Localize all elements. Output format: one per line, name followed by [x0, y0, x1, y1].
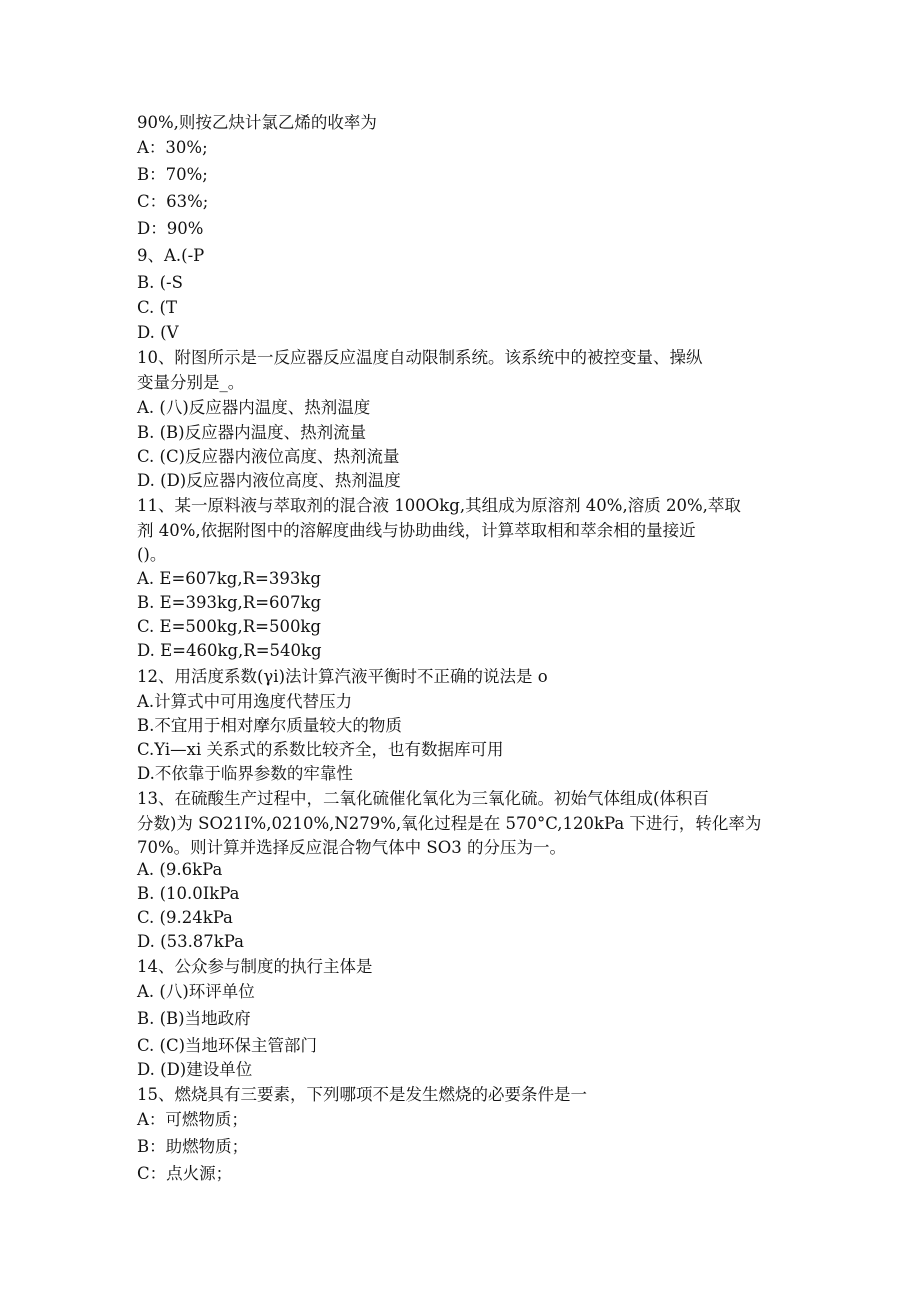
option-line: B. (B)反应器内温度、热剂流量 [137, 423, 367, 442]
option-line: D. (D)反应器内液位高度、热剂温度 [137, 471, 401, 490]
option-line: D：90% [137, 219, 204, 238]
question-14: 14、公众参与制度的执行主体是 [137, 957, 373, 976]
question-12: 12、用活度系数(γi)法计算汽液平衡时不正确的说法是 o [137, 667, 548, 686]
option-line: C.Yi—xi 关系式的系数比较齐全，也有数据库可用 [137, 740, 504, 759]
option-line: B. (10.0IkPa [137, 884, 240, 903]
option-line: B. (B)当地政府 [137, 1009, 251, 1028]
text-line: 剂 40%,依据附图中的溶解度曲线与协助曲线，计算萃取相和萃余相的量接近 [137, 521, 696, 540]
option-line: C：点火源； [137, 1164, 233, 1183]
option-line: D.不依靠于临界参数的牢靠性 [137, 764, 353, 783]
text-line: 90%,则按乙炔计氯乙烯的收率为 [137, 113, 377, 132]
option-line: A. (八)反应器内温度、热剂温度 [137, 398, 371, 417]
question-11: 11、某一原料液与萃取剂的混合液 100Okg,其组成为原溶剂 40%,溶质 20%,萃取 [137, 496, 741, 515]
text-line: ()。 [137, 545, 167, 564]
option-line: D. (53.87kPa [137, 932, 245, 951]
option-line: A. (9.6kPa [137, 860, 223, 879]
option-line: B：助燃物质； [137, 1137, 249, 1156]
option-line: A. (八)环评单位 [137, 982, 255, 1001]
option-line: D. (D)建设单位 [137, 1060, 253, 1079]
option-line: B：70%; [137, 165, 208, 184]
option-line: C. E=500kg,R=500kg [137, 617, 321, 636]
option-line: C. (C)当地环保主管部门 [137, 1036, 318, 1055]
option-line: A：可燃物质； [137, 1110, 248, 1129]
option-line: B.不宜用于相对摩尔质量较大的物质 [137, 716, 402, 735]
question-10: 10、附图所示是一反应器反应温度自动限制系统。该系统中的被控变量、操纵 [137, 348, 703, 367]
option-line: B. E=393kg,R=607kg [137, 593, 322, 612]
option-line: B. (-S [137, 273, 183, 292]
text-line: 分数)为 SO21I%,0210%,N279%,氧化过程是在 570°C,120kPa 下进行，转化率为 [137, 814, 762, 833]
text-line: 变量分别是_。 [137, 373, 245, 392]
option-line: C. (C)反应器内液位高度、热剂流量 [137, 447, 400, 466]
question-9: 9、A.(-P [137, 246, 205, 265]
option-line: A.计算式中可用逸度代替压力 [137, 692, 353, 711]
option-line: C：63%; [137, 192, 209, 211]
question-15: 15、燃烧具有三要素，下列哪项不是发生燃烧的必要条件是一 [137, 1085, 587, 1104]
option-line: D. (V [137, 323, 179, 342]
text-line: 70%。则计算并选择反应混合物气体中 SO3 的分压为一。 [137, 838, 566, 857]
option-line: A. E=607kg,R=393kg [137, 569, 321, 588]
option-line: C. (9.24kPa [137, 908, 233, 927]
option-line: D. E=460kg,R=540kg [137, 641, 322, 660]
option-line: C. (T [137, 298, 177, 317]
option-line: A：30%; [137, 138, 208, 157]
question-13: 13、在硫酸生产过程中，二氧化硫催化氧化为三氧化硫。初始气体组成(体积百 [137, 789, 709, 808]
